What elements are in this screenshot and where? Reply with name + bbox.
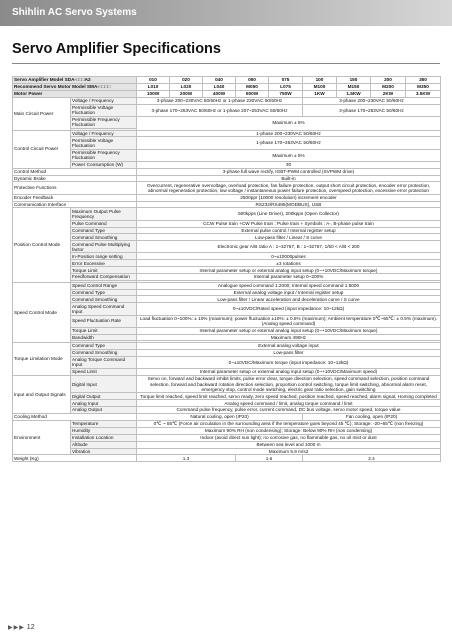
table-row [13, 90, 441, 97]
spec-item-label: Voltage / Frequency [71, 130, 137, 137]
table-row [13, 303, 441, 315]
spec-item-label: Altitude [71, 441, 137, 448]
spec-value-cell: 500W [236, 90, 269, 97]
spec-value-cell: Electronic gear A/B ratio A : 1~32767, B : 1~32767, 1/50 < A/B < 200 [137, 241, 441, 253]
spec-item-label: Torque Limit [71, 267, 137, 274]
table-row [13, 83, 441, 90]
spec-item-label: Pulse Command [71, 220, 137, 227]
row-group-label: Encoder Feedback [13, 194, 137, 201]
spec-item-label: In-Position range setting [71, 253, 137, 260]
spec-item-label: Permissible Frequency Fluctuation [71, 116, 137, 128]
spec-value-cell: External pulse control / Internal register setup [137, 227, 441, 234]
table-row [13, 97, 441, 104]
row-group-label: Motor Power [13, 90, 137, 97]
spec-value-cell: Command pulse frequency, pulse error, current command, DC bus voltage, servo motor speed, torque value [137, 407, 441, 414]
row-group-label: Recommend Servo Motor Model SMA-□□□□ [13, 83, 137, 90]
spec-value-cell: CCW Pulse train +CW Pulse train ; Pulse train + Symbols ; A-, B-phase pulse train [137, 220, 441, 227]
table-row [13, 194, 441, 201]
spec-value-cell: 400W [203, 90, 236, 97]
spec-item-label: Permissible Frequency Fluctuation [71, 149, 137, 161]
spec-item-label: Maximum Output Pulse Frequency [71, 208, 137, 220]
spec-item-label: Error Excessive [71, 260, 137, 267]
spec-value-cell: Low-pass filter / Linear acceleration and deceleration curve / S curve [137, 296, 441, 303]
table-row [13, 130, 441, 137]
spec-item-label: Analog Output [71, 407, 137, 414]
spec-value-cell: M050 [236, 83, 269, 90]
title-divider [12, 63, 440, 64]
spec-item-label: Analog Speed Command Input [71, 303, 137, 315]
row-group-label: Control Method [13, 168, 137, 175]
spec-item-label: Torque Limit [71, 327, 137, 334]
spec-item-label: Command Type [71, 289, 137, 296]
spec-value-cell: 010 [137, 77, 170, 84]
spec-value-cell: RS232/RS485(MODBUS), USB [137, 201, 441, 208]
spec-value-cell: 0~±10VDC/Rated speed (input impedance: 10~12kΩ) [137, 303, 441, 315]
spec-value-cell: M150 [337, 83, 371, 90]
spec-value-cell: Internal parameter setup or external analog input setup (0~+10VDC/Maximum torque) [137, 327, 441, 334]
spec-value-cell: Natural cooling, open (IP20) [137, 414, 303, 421]
spec-item-label: Analog Input [71, 400, 137, 407]
spec-value-cell: 040 [203, 77, 236, 84]
spec-value-cell: M100 [303, 83, 337, 90]
spec-value-cell: 3-phase 170~253VAC 50/60Hz [303, 104, 441, 116]
spec-item-label: Command Smoothing [71, 349, 137, 356]
table-row [13, 274, 441, 281]
row-group-label: Weight (Kg) [13, 455, 137, 462]
spec-item-label: Temperature [71, 420, 137, 427]
spec-value-cell: L010 [137, 83, 170, 90]
spec-value-cell: 1KW [303, 90, 337, 97]
spec-item-label: Command Smoothing [71, 296, 137, 303]
page-number: 12 [26, 624, 35, 631]
table-row [13, 375, 441, 392]
table-row [13, 289, 441, 296]
table-row [13, 260, 441, 267]
spec-value-cell: External analog voltage input / Internal register setup [137, 289, 441, 296]
row-group-label: Servo Amplifier Model SDA-□□□A2 [13, 77, 137, 84]
table-row [13, 414, 441, 421]
spec-value-cell: 750W [269, 90, 303, 97]
spec-item-label: Permissible Voltage Fluctuation [71, 137, 137, 149]
spec-value-cell: Internal parameter setup or external analog input setup (0~+10VDC/Maximum speed) [137, 369, 441, 376]
table-row [13, 201, 441, 208]
spec-value-cell: Load fluctuation 0~100%: ± 10% (maximum); power fluctuation ±10%: ± 0.5% (maximum); Ambient temperature 0℃~55℃: ± 0.5% (maximum). (Analog speed command) [137, 315, 441, 327]
table-row [13, 227, 441, 234]
spec-value-cell: 1.6 [236, 455, 303, 462]
table-row [13, 427, 441, 434]
table-row [13, 116, 441, 128]
spec-value-cell: 200 [371, 77, 406, 84]
spec-item-label: Permissible Voltage Fluctuation [71, 104, 137, 116]
spec-value-cell: 050 [236, 77, 269, 84]
spec-item-label: Power Consumption (W) [71, 161, 137, 168]
table-row [13, 334, 441, 341]
spec-value-cell: Low-pass filter / Linear / S curve [137, 234, 441, 241]
spec-value-cell: 100 [303, 77, 337, 84]
spec-value-cell: Maximum ± 5% [137, 149, 441, 161]
spec-item-label: Humidity [71, 427, 137, 434]
page-title: Servo Amplifier Specifications [12, 41, 221, 57]
row-group-label: Cooling Method [13, 414, 137, 421]
spec-item-label: Installation Location [71, 434, 137, 441]
spec-value-cell: 1-phase 200~230VAC 50/60Hz [137, 130, 441, 137]
table-row [13, 400, 441, 407]
spec-value-cell: 500kpps (Line Driver), 200kpps (Open Collector) [137, 208, 441, 220]
table-row [13, 175, 441, 182]
spec-value-cell: 0℃ ~ 55℃ (Force air circulation in the surrounding area if the temperature goes beyond 45 ℃); Storage: -20~65℃ (non freezing) [137, 420, 441, 427]
spec-value-cell: 150 [337, 77, 371, 84]
table-row [13, 104, 441, 116]
spec-value-cell: 30 [137, 161, 441, 168]
spec-value-cell: Fan cooling, open (IP20) [303, 414, 441, 421]
table-row [13, 349, 441, 356]
page-footer [8, 624, 35, 631]
specifications-table [12, 76, 441, 462]
spec-value-cell: Built-in [137, 175, 441, 182]
table-row [13, 343, 441, 350]
arrow-icon: ▶▶▶ [8, 625, 25, 631]
spec-value-cell: Analog speed command / limit, analog torque command / limit [137, 400, 441, 407]
spec-value-cell: 0~±10000pulses [137, 253, 441, 260]
row-group-label: Environment [13, 420, 71, 454]
table-row [13, 282, 441, 289]
spec-item-label: Analog Torque Command Input [71, 356, 137, 368]
row-group-label: Protective Functions [13, 182, 137, 194]
header-banner [0, 0, 452, 26]
table-row [13, 315, 441, 327]
spec-item-label: Command Type [71, 343, 137, 350]
table-row [13, 161, 441, 168]
brand-label: Shihlin AC Servo Systems [12, 7, 137, 18]
spec-item-label: Digital Input [71, 375, 137, 392]
spec-value-cell: External analog voltage input [137, 343, 441, 350]
spec-value-cell: 2500ppr (10000 resolution) increment encoder [137, 194, 441, 201]
spec-item-label: Speed Control Range [71, 282, 137, 289]
row-group-label: Torque Limitation Mode [13, 343, 71, 376]
table-row [13, 407, 441, 414]
table-row [13, 234, 441, 241]
spec-value-cell: 2KW [371, 90, 406, 97]
spec-value-cell: 350 [406, 77, 441, 84]
spec-value-cell: Maximum 5.9 m/s2 [137, 448, 441, 455]
spec-value-cell: 0~±10VDC/Maximum torque (input impedance: 10~12kΩ) [137, 356, 441, 368]
table-row [13, 448, 441, 455]
spec-value-cell: Maximum 490Hz [137, 334, 441, 341]
spec-value-cell: 2.4 [303, 455, 441, 462]
table-row [13, 182, 441, 194]
spec-value-cell: M200 [371, 83, 406, 90]
row-group-label: Dynamic Brake [13, 175, 137, 182]
table-row [13, 220, 441, 227]
table-row [13, 267, 441, 274]
spec-item-label: Command Smoothing [71, 234, 137, 241]
spec-value-cell: 200W [170, 90, 203, 97]
table-row [13, 369, 441, 376]
spec-value-cell: L040 [203, 83, 236, 90]
row-group-label: Speed Control Mode [13, 282, 71, 342]
spec-value-cell: Analogue speed command 1:2000; Internal speed command 1:5000 [137, 282, 441, 289]
spec-item-label: Command Pulse Multiplying factor [71, 241, 137, 253]
spec-value-cell: Maximum 90% RH (non condensing); Storage: Below 90% RH (non condensing) [137, 427, 441, 434]
table-row [13, 420, 441, 427]
spec-value-cell: 1.3 [137, 455, 236, 462]
spec-value-cell: Low-pass filter [137, 349, 441, 356]
spec-item-label: Voltage / Frequency [71, 97, 137, 104]
table-row [13, 356, 441, 368]
row-group-label: Input and Output Signals [13, 375, 71, 413]
spec-value-cell: M350 [406, 83, 441, 90]
row-group-label: Main Circuit Power [13, 97, 71, 130]
table-row [13, 296, 441, 303]
spec-item-label: Bandwidth [71, 334, 137, 341]
spec-value-cell: 3-phase 200~230VAC 50/60Hz [303, 97, 441, 104]
table-row [13, 149, 441, 161]
spec-value-cell: 1-phase 170~253VAC 50/60Hz [137, 137, 441, 149]
spec-item-label: Digital Output [71, 393, 137, 400]
spec-value-cell: 1.5KW [337, 90, 371, 97]
table-row [13, 393, 441, 400]
spec-value-cell: Servo on, forward and backward inhibit limits, pulse error clear, torque direction selection, speed command selection, position command selection, forward and backward rotation direction selection, proportion control switching, torque limit switching, abnormal alarm reset, emergency stop, control mode switching, electric gear ratio selection, gain switching [137, 375, 441, 392]
table-row [13, 137, 441, 149]
spec-value-cell: 3-phase 200~230VAC 50/60Hz or 1-phase 230VAC 50/60Hz [137, 97, 303, 104]
spec-value-cell: 075 [269, 77, 303, 84]
table-row [13, 441, 441, 448]
row-group-label: Position Control Mode [13, 208, 71, 282]
spec-value-cell: 3-phase full wave rectify, IGBT-PWM controlled (SVPWM drive) [137, 168, 441, 175]
spec-item-label: Speed Fluctuation Rate [71, 315, 137, 327]
row-group-label: Communication Interface [13, 201, 137, 208]
spec-value-cell: Torque limit reached, speed limit reached, servo ready, zero speed reached, position reached, speed reached, alarm signal, Homing completed [137, 393, 441, 400]
table-row [13, 241, 441, 253]
spec-value-cell: L075 [269, 83, 303, 90]
spec-item-label: Speed Limit [71, 369, 137, 376]
table-row [13, 77, 441, 84]
spec-value-cell: 100W [137, 90, 170, 97]
table-row [13, 168, 441, 175]
table-row [13, 455, 441, 462]
spec-value-cell: Internal parameter setup or external analog input setup (0~+10VDC/Maximum torque) [137, 267, 441, 274]
table-row [13, 208, 441, 220]
row-group-label: Control Circuit Power [13, 130, 71, 168]
table-row [13, 327, 441, 334]
spec-item-label: Command Type [71, 227, 137, 234]
spec-item-label: Vibration [71, 448, 137, 455]
table-row [13, 434, 441, 441]
spec-value-cell: Indoor (avoid direct sun light); no corrosive gas, no flammable gas, no oil mist or dust [137, 434, 441, 441]
spec-value-cell: Maximum ± 5% [137, 116, 441, 130]
spec-value-cell: 3-phase 170~253VAC 50/60Hz or 1-phase 207~253VAC 50/60Hz [137, 104, 303, 116]
spec-value-cell: Internal parameter setup 0~200% [137, 274, 441, 281]
spec-value-cell: Between sea level and 1000 m [137, 441, 441, 448]
spec-item-label: Feedforward Compensation [71, 274, 137, 281]
table-row [13, 253, 441, 260]
spec-value-cell: 020 [170, 77, 203, 84]
spec-value-cell: Overcurrent, regenerative overvoltage, overload protection, fan failure protection, output short circuit protection, encoder error protection, abnormal regeneration protection, low voltage / instantaneous power failure protection, overspeed protection, excessive error protection [137, 182, 441, 194]
spec-value-cell: L020 [170, 83, 203, 90]
spec-value-cell: 3.5KW [406, 90, 441, 97]
spec-value-cell: ±3 rotations [137, 260, 441, 267]
